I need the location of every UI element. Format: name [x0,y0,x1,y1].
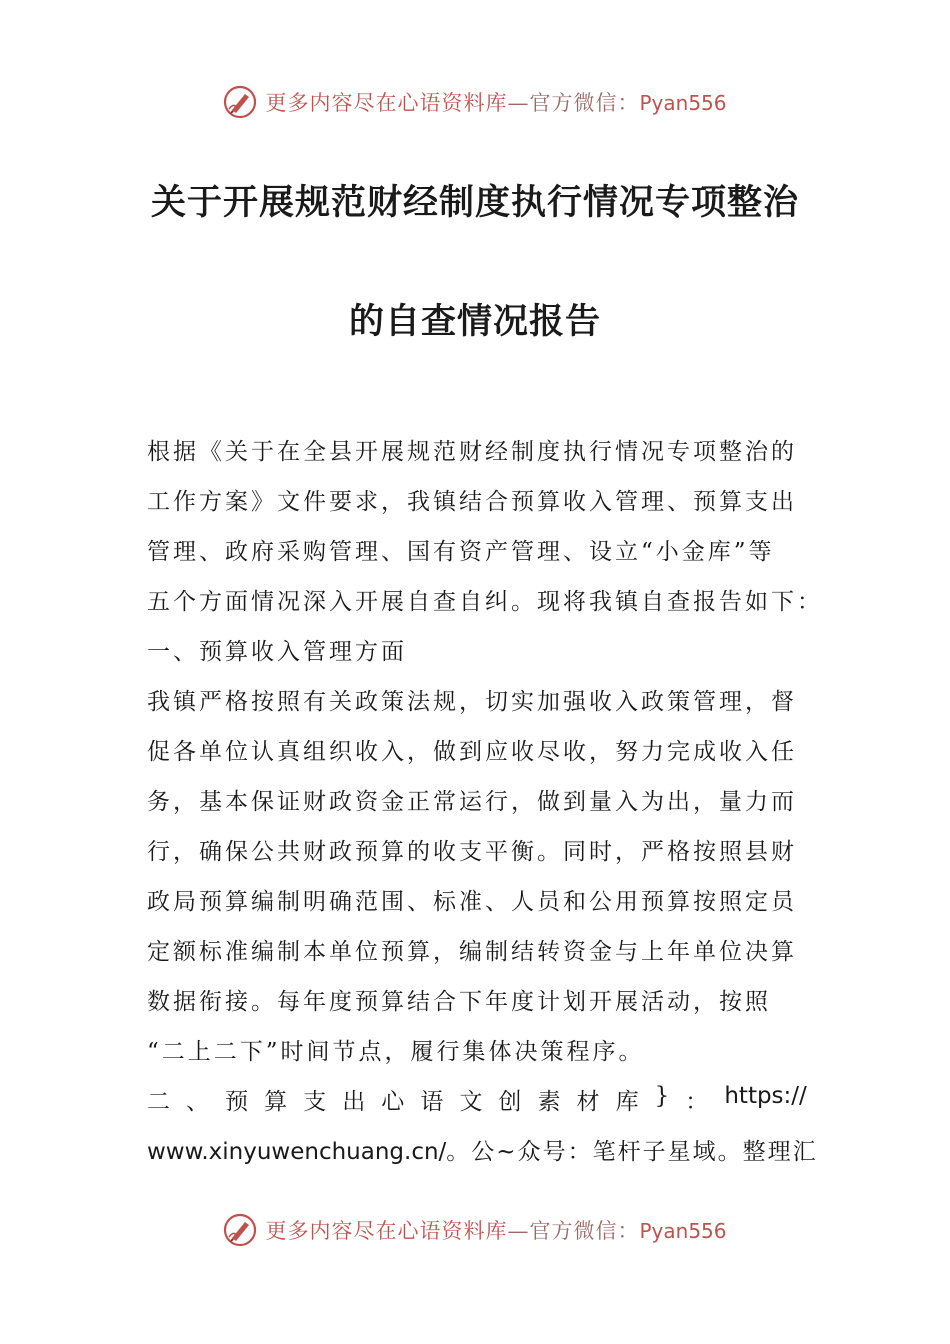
section-heading-2-char: 出 [342,1089,369,1115]
body-line: 五个方面情况深入开展自查自纠。现将我镇自查报告如下： [147,589,823,615]
section-heading-2-chars [147,1083,807,1116]
watermark-text [265,1215,726,1245]
watermark-dash-text: —官方微信： [507,91,640,115]
body-line: 根据《关于在全县开展规范财经制度执行情况专项整治的 [147,439,797,465]
section-heading-2 [147,1083,807,1116]
section-heading-2-char: 创 [498,1089,525,1115]
body-line-url [147,1133,818,1166]
document-title-line1: 关于开展规范财经制度执行情况专项整治 [150,182,799,223]
body-line: 管理、政府采购管理、国有资产管理、设立“小金库”等 [147,539,775,565]
section-heading-2-char: 二 [147,1089,173,1115]
body-line: “二上二下”时间节点，履行集体决策程序。 [147,1039,645,1065]
header-watermark [0,80,950,124]
pen-logo-icon [223,1213,257,1247]
section-heading-2-char: 语 [420,1089,447,1115]
watermark-main-text: 更多内容尽在心语资料库 [265,91,508,115]
watermark-main-text: 更多内容尽在心语资料库 [265,1219,508,1243]
footer-watermark [0,1208,950,1252]
section-heading-2-char: 文 [459,1089,486,1115]
watermark-id-text: Pyan556 [639,1219,727,1243]
section-heading-2-char: https:// [724,1083,807,1109]
section-heading-2-char: 库 [615,1089,642,1115]
body-line: 务，基本保证财政资金正常运行，做到量入为出，量力而 [147,789,797,815]
body-line: 政局预算编制明确范围、标准、人员和公用预算按照定员 [147,889,797,915]
watermark-dash-text: —官方微信： [507,1219,640,1243]
section-heading-2-char: 材 [576,1089,603,1115]
section-heading-2-char: 预 [225,1089,252,1115]
body-line: 定额标准编制本单位预算，编制结转资金与上年单位决算 [147,939,797,965]
body-line: 我镇严格按照有关政策法规，切实加强收入政策管理，督 [147,689,797,715]
section-heading-2-char: } [654,1083,673,1109]
document-title-line2: 的自查情况报告 [348,301,601,342]
watermark-text [265,87,726,117]
section-heading-2-char: 、 [186,1089,213,1115]
section-heading-2-char: 算 [264,1089,291,1115]
section-heading-1: 一、预算收入管理方面 [147,639,407,665]
watermark-id-text: Pyan556 [639,91,727,115]
section-heading-2-char: 素 [537,1089,564,1115]
body-line: 促各单位认真组织收入，做到应收尽收，努力完成收入任 [147,739,797,765]
body-line-rest: 。公~众号：笔杆子星域。整理汇 [446,1139,818,1165]
section-heading-2-char: ： [685,1089,712,1115]
body-line: 工作方案》文件要求，我镇结合预算收入管理、预算支出 [147,489,797,515]
section-heading-2-char: 支 [303,1089,330,1115]
body-line: 行，确保公共财政预算的收支平衡。同时，严格按照县财 [147,839,797,865]
pen-logo-icon [223,85,257,119]
body-line: 数据衔接。每年度预算结合下年度计划开展活动，按照 [147,989,771,1015]
section-heading-2-char: 心 [381,1089,408,1115]
website-link[interactable]: www.xinyuwenchuang.cn/ [147,1139,447,1165]
